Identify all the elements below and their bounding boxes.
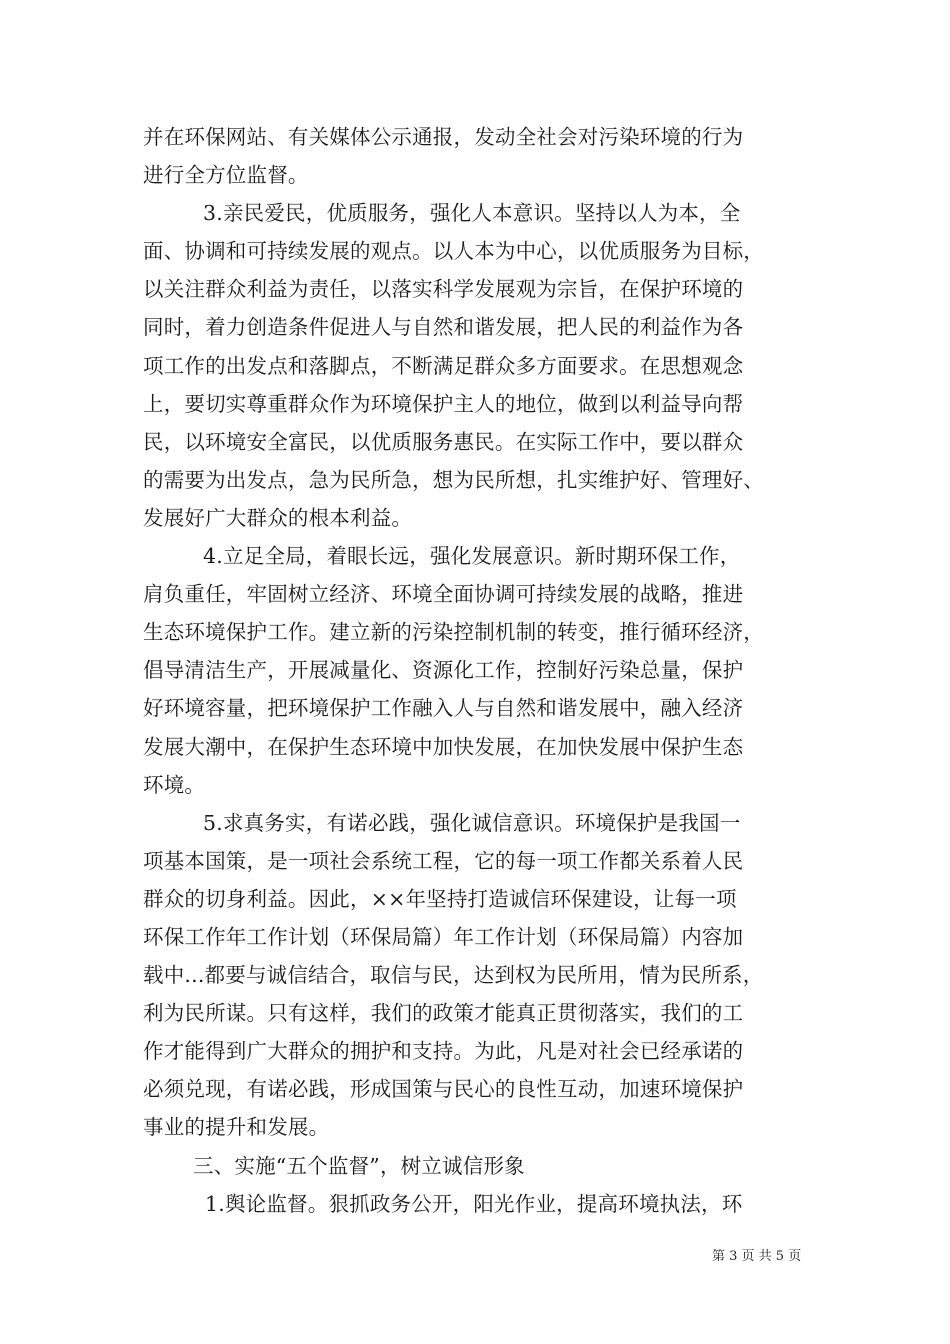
text-line: 生态环境保护工作。建立新的污染控制机制的转变，推行循环经济，	[143, 620, 764, 645]
text-line: 发展好广大群众的根本利益。	[143, 505, 413, 530]
text-line: 肩负重任，牢固树立经济、环境全面协调可持续发展的战略，推进	[143, 582, 744, 607]
text-line: 利为民所谋。只有这样，我们的政策才能真正贯彻落实，我们的工	[143, 1001, 744, 1026]
text-line: 项基本国策，是一项社会系统工程，它的每一项工作都关系着人民	[143, 848, 744, 873]
text-line: 环保工作年工作计划（环保局篇）年工作计划（环保局篇）内容加	[143, 924, 744, 949]
text-line: 倡导清洁生产，开展减量化、资源化工作，控制好污染总量，保护	[143, 658, 744, 683]
paragraph-heading-5: 5.求真务实，有诺必践，强化诚信意识。环境保护是我国一	[203, 810, 741, 835]
text-line: 上，要切实尊重群众作为环境保护主人的地位，做到以利益导向帮	[143, 391, 744, 416]
text-line: 以关注群众利益为责任，以落实科学发展观为宗旨，在保护环境的	[143, 277, 744, 302]
text-line: 同时，着力创造条件促进人与自然和谐发展，把人民的利益作为各	[143, 315, 744, 340]
text-line: 发展大潮中，在保护生态环境中加快发展，在加快发展中保护生态	[143, 734, 744, 759]
paragraph-heading-4: 4.立足全局，着眼长远，强化发展意识。新时期环保工作，	[203, 544, 741, 569]
text-line: 进行全方位监督。	[143, 163, 309, 188]
text-line: 群众的切身利益。因此，××年坚持打造诚信环保建设，让每一项	[143, 886, 737, 911]
page-number: 第 3 页 共 5 页	[712, 1249, 802, 1264]
document-body	[143, 118, 823, 1223]
text-line: 的需要为出发点，急为民所急，想为民所想，扎实维护好、管理好、	[143, 467, 764, 492]
text-line: 民，以环境安全富民，以优质服务惠民。在实际工作中，要以群众	[143, 429, 744, 454]
text-line: 项工作的出发点和落脚点，不断满足群众多方面要求。在思想观念	[143, 353, 744, 378]
section-heading: 三、实施“五个监督”，树立诚信形象	[193, 1153, 525, 1178]
text-line: 必须兑现，有诺必践，形成国策与民心的良性互动，加速环境保护	[143, 1077, 744, 1102]
text-line: 作才能得到广大群众的拥护和支持。为此，凡是对社会已经承诺的	[143, 1039, 744, 1064]
text-line: 载中...都要与诚信结合，取信与民，达到权为民所用，情为民所系，	[143, 963, 764, 988]
text-line: 事业的提升和发展。	[143, 1115, 330, 1140]
paragraph-heading-1: 1.舆论监督。狠抓政务公开，阳光作业，提高环境执法，环	[205, 1191, 743, 1216]
text-line: 好环境容量，把环境保护工作融入人与自然和谐发展中，融入经济	[143, 696, 744, 721]
text-line: 面、协调和可持续发展的观点。以人本为中心，以优质服务为目标，	[143, 239, 764, 264]
paragraph-heading-3: 3.亲民爱民，优质服务，强化人本意识。坚持以人为本，全	[203, 201, 741, 226]
text-line: 环境。	[143, 772, 206, 797]
text-line: 并在环保网站、有关媒体公示通报，发动全社会对污染环境的行为	[143, 125, 744, 149]
